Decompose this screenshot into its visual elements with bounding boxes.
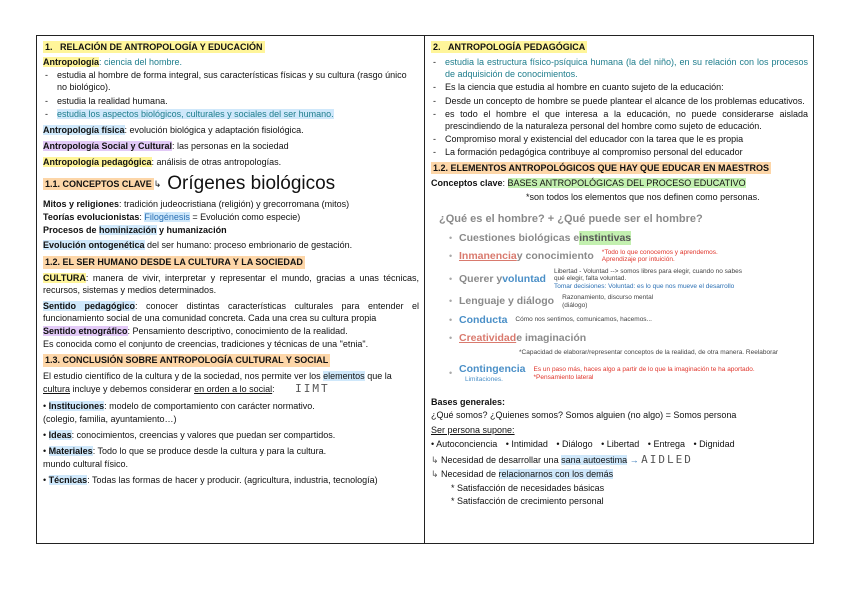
- conceptos-note: *son todos los elementos que nos definen como personas.: [526, 191, 760, 202]
- section-1-2-heading: 1.2. EL SER HUMANO DESDE LA CULTURA Y LA SOCIEDAD: [45, 257, 303, 268]
- arrow-icon: ↳: [431, 454, 439, 465]
- slide-row: • Querer y voluntad Libertad - Voluntad --> somos libres para elegir, cuando no sabes qué elegir, falta voluntad. Tomar decisiones: Voluntad: es lo que nos mueve el desarrollo: [449, 267, 743, 290]
- list-item: - estudia al hombre de forma integral, sus características físicas y su cultura (rasgo único no biológico).: [43, 69, 419, 93]
- left-column: [37, 36, 425, 543]
- sentido-pedagogico: Sentido pedagógico: conocer distintas características culturales para entender el funcionamiento social de una comunidad concreta. Cada una crea su cultura propia: [43, 300, 419, 324]
- bases-text: ¿Qué somos? ¿Quienes somos? Somos alguien (no algo) = Somos persona: [431, 410, 737, 421]
- notes-sheet: [36, 35, 814, 544]
- section-1-2-right-heading: 1.2. ELEMENTOS ANTROPOLÓGICOS QUE HAY QUE EDUCAR EN MAESTROS: [433, 163, 770, 174]
- section-1-3-heading: 1.3. CONCLUSIÓN SOBRE ANTROPOLOGÍA CULTURAL Y SOCIAL: [45, 355, 329, 366]
- list-item: • Autoconciencia: [431, 439, 498, 450]
- antropologia-social: Antropología Social y Cultural: las personas en la sociedad: [43, 140, 289, 151]
- ideas-row: • Ideas: conocimientos, creencias y valores que puedan ser compartidos.: [43, 429, 336, 440]
- arrow-icon: ↳: [431, 469, 439, 480]
- slide-row: • Cuestiones biológicas e instintivas: [449, 231, 632, 244]
- right-column: [425, 36, 813, 543]
- materiales-row: • Materiales: Todo lo que se produce desde la cultura y para la cultura.: [43, 446, 327, 456]
- slide-row: • Lenguaje y diálogo Razonamiento, discurso mental (diálogo): [449, 294, 654, 309]
- list-item: - Compromiso moral y existencial del educador con la tarea que le es propia: [431, 133, 808, 145]
- estudio-text: El estudio científico de la cultura y de la sociedad, nos permite ver los elementos que la cultura incluye y debemos considerar en orden a lo social: IIMT: [43, 370, 392, 395]
- list-item: • Entrega: [647, 439, 685, 450]
- embedded-slide: [435, 209, 808, 392]
- list-item: - La formación pedagógica contribuye al compromiso personal del educador: [431, 146, 808, 158]
- list-item: • Intimidad: [505, 439, 548, 450]
- list-item: • Diálogo: [556, 439, 593, 450]
- handwritten-note: IIMT: [295, 381, 330, 395]
- conceptos-row: Conceptos clave: BASES ANTROPOLÓGICAS DEL PROCESO EDUCATIVO: [431, 178, 746, 189]
- procesos-row: Procesos de hominización y humanización: [43, 225, 227, 236]
- mitos-row: Mitos y religiones: tradición judeocristiana (religión) y grecorromana (mitos): [43, 198, 350, 209]
- satisfaccion-crecimiento: * Satisfacción de crecimiento personal: [451, 495, 604, 506]
- satisfaccion-basicas: * Satisfacción de necesidades básicas: [451, 482, 605, 493]
- slide-row: • Inmanencia y conocimiento *Todo lo que conocemos y aprendemos. Aprendizaje por intuición.: [449, 248, 718, 264]
- necesidad-autoestima: ↳ Necesidad de desarrollar una sana autoestima → AIDLED: [431, 452, 693, 466]
- list-item: - Es la ciencia que estudia al hombre en cuanto sujeto de la educación:: [431, 81, 808, 93]
- tecnicas-row: • Técnicas: Todas las formas de hacer y producir. (agricultura, industria, tecnología): [43, 475, 378, 486]
- slide-row: • Creatividad e imaginación: [449, 332, 587, 345]
- slide-row: • Contingencia Limitaciones. Es un paso más, haces algo a partir de lo que la imaginación te ha aportado. *Pensamiento lateral: [449, 363, 755, 384]
- ser-persona-list: [431, 438, 808, 450]
- conocida-text: Es conocida como el conjunto de creencias, tradiciones y técnicas de una "etnia".: [43, 339, 369, 350]
- teorias-row: Teorías evolucionistas: Filogénesis = Evolución como especie): [43, 212, 301, 223]
- sentido-etnografico: Sentido etnográfico: Pensamiento descriptivo, conocimiento de la realidad.: [43, 326, 348, 337]
- list-item: - estudia la realidad humana.: [43, 95, 419, 107]
- origenes-title: Orígenes biológicos: [167, 173, 336, 195]
- slide-note: *Capacidad de elaborar/representar conceptos de la realidad, de otra manera. Reelaborar: [519, 349, 779, 357]
- materiales-sub: mundo cultural físico.: [43, 459, 129, 470]
- bases-label: Bases generales:: [431, 397, 506, 408]
- list-item: • Dignidad: [693, 439, 735, 450]
- antropologia-fisica: Antropología física: evolución biológica y adaptación fisiológica.: [43, 124, 304, 135]
- instituciones-sub: (colegio, familia, ayuntamiento…): [43, 413, 177, 424]
- ser-persona-label: Ser persona supone:: [431, 425, 515, 436]
- ontogenetica-row: Evolución ontogenética del ser humano: proceso embrionario de gestación.: [43, 240, 353, 251]
- cultura-def: CULTURA: manera de vivir, interpretar y representar el mundo, gracias a unas técnicas, recursos, sistemas y medios determinados.: [43, 272, 419, 295]
- antropologia-list: [43, 69, 419, 120]
- slide-row: • Conducta Cómo nos sentimos, comunicamos, hacemos...: [449, 313, 652, 326]
- list-item: - Desde un concepto de hombre se puede plantear el alcance de los problemas educativos.: [431, 95, 808, 107]
- list-item: • Libertad: [601, 439, 640, 450]
- list-item: - estudia la estructura físico-psíquica humana (la del niño), en su relación con los procesos de adquisición de conocimientos.: [431, 56, 808, 80]
- antropologia-pedagogica: Antropología pedagógica: análisis de otras antropologías.: [43, 157, 282, 168]
- section-1-1-heading: 1.1. CONCEPTOS CLAVE ↳ Orígenes biológicos: [45, 173, 336, 195]
- instituciones-row: • Instituciones: modelo de comportamiento con carácter normativo.: [43, 400, 315, 411]
- list-item: - estudia los aspectos biológicos, culturales y sociales del ser humano.: [43, 108, 419, 120]
- section-2-heading: 2. ANTROPOLOGÍA PEDAGÓGICA: [433, 42, 586, 52]
- section-1-heading: 1. RELACIÓN DE ANTROPOLOGÍA Y EDUCACIÓN: [45, 42, 263, 52]
- pedagogica-list: [431, 56, 808, 158]
- necesidad-relacion: ↳ Necesidad de relacionarnos con los demás: [431, 469, 614, 480]
- slide-title: ¿Qué es el hombre? + ¿Qué puede ser el hombre?: [439, 212, 703, 225]
- antropologia-definition: Antropología: ciencia del hombre.: [43, 57, 183, 68]
- handwritten-note: AIDLED: [641, 452, 693, 466]
- list-item: - es todo el hombre el que interesa a la educación, no puede considerarse aislada prescindiendo de la naturaleza personal del hombre como sujeto de educación.: [431, 108, 808, 132]
